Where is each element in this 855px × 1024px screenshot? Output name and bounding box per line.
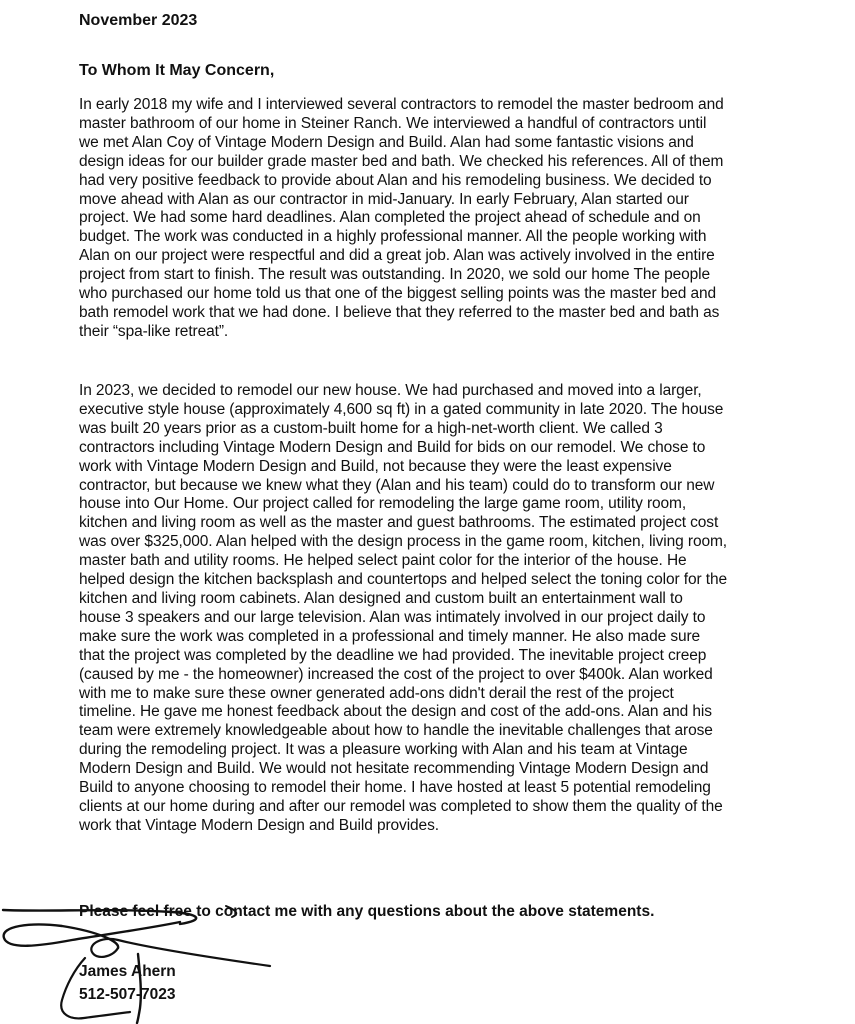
text-line: had very positive feedback to provide about Alan and his remodeling business. We decided to [79, 171, 712, 189]
text-line: work that Vintage Modern Design and Build provides. [79, 816, 439, 834]
text-line: Alan on our project were respectful and did a great job. Alan was actively involved in the entire [79, 247, 715, 265]
salutation: To Whom It May Concern, [79, 62, 275, 79]
text-line: Modern Design and Build. We would not hesitate recommending Vintage Modern Design and [79, 760, 709, 778]
signature-stroke [4, 922, 180, 948]
text-line: bath remodel work that we had done. I believe that they referred to the master bed and bath as [79, 303, 720, 321]
text-line: helped design the kitchen backsplash and countertops and helped select the toning color for the [79, 571, 727, 589]
text-line: work with Vintage Modern Design and Build, not because they were the least expensive [79, 457, 672, 475]
text-line: house 3 speakers and our large television. Alan was intimately involved in our project daily to [79, 608, 706, 626]
text-line: In early 2018 my wife and I interviewed several contractors to remodel the master bedroom and [79, 96, 724, 113]
text-line: project from start to finish. The result was outstanding. In 2020, we sold our home The people [79, 266, 711, 284]
text-line: who purchased our home told us that one of the biggest selling points was the master bed and [79, 285, 717, 303]
text-line: contractor, but because we knew what they (Alan and his team) could do to transform our new [79, 476, 715, 494]
text-line: kitchen and living room as well as the master and guest bathrooms. The estimated project cost [79, 514, 719, 532]
text-line: master bath and utility rooms. He helped select paint color for the interior of the house. He [79, 552, 687, 570]
text-line: their “spa-like retreat”. [79, 322, 229, 340]
text-line: executive style house (approximately 4,600 sq ft) in a gated community in late 2020. The house [79, 400, 724, 418]
text-line: house into Our Home. Our project called for remodeling the large game room, utility room, [79, 495, 687, 513]
letter-date: November 2023 [79, 12, 198, 29]
text-line: that the project was completed by the deadline we had provided. The inevitable project creep [79, 646, 707, 664]
text-line: was built 20 years prior as a custom-built home for a high-net-worth client. We called 3 [79, 419, 663, 437]
text-line: project. We had some hard deadlines. Alan completed the project ahead of schedule and on [79, 209, 701, 227]
text-line: In 2023, we decided to remodel our new house. We had purchased and moved into a larger, [79, 382, 702, 399]
text-line: was over $325,000. Alan helped with the design process in the game room, kitchen, living room, [79, 533, 728, 551]
text-line: clients at our home during and after our remodel was completed to show them the quality of the [79, 797, 723, 815]
text-line: during the remodeling project. It was a pleasure working with Alan and his team at Vintage [79, 741, 688, 759]
paragraph-2 [79, 382, 727, 836]
text-line: timeline. He gave me honest feedback about the design and cost of the add-ons. Alan and his [79, 703, 712, 721]
text-line: design ideas for our builder grade master bed and bath. We checked his references. All of them [79, 152, 724, 170]
signer-name: James Ahern [79, 963, 176, 980]
signer-phone: 512-507-7023 [79, 986, 176, 1003]
text-line: budget. The work was conducted in a highly professional manner. All the people working with [79, 228, 707, 246]
paragraph-1 [79, 96, 724, 342]
text-line: make sure the work was completed in a professional and timely manner. He also made sure [79, 627, 701, 645]
text-line: Build to anyone choosing to remodel their home. I have hosted at least 5 potential remodeling [79, 779, 711, 797]
text-line: with me to make sure these owner generated add-ons didn't derail the rest of the project [79, 684, 674, 702]
closing-line: Please feel free to contact me with any questions about the above statements. [79, 903, 655, 920]
text-line: we met Alan Coy of Vintage Modern Design and Build. Alan had some fantastic visions and [79, 133, 694, 151]
text-line: kitchen and living room cabinets. Alan designed and custom built an entertainment wall to [79, 589, 683, 607]
text-line: (caused by me - the homeowner) increased the cost of the project to over $400k. Alan worked [79, 665, 713, 683]
text-line: team were extremely knowledgeable about how to handle the inevitable challenges that arose [79, 722, 713, 740]
text-line: contractors including Vintage Modern Design and Build for bids on our remodel. We chose to [79, 438, 706, 456]
text-line: master bathroom of our home in Steiner Ranch. We interviewed a handful of contractors until [79, 114, 707, 132]
text-line: move ahead with Alan as our contractor in mid-January. In early February, Alan started our [79, 190, 689, 208]
